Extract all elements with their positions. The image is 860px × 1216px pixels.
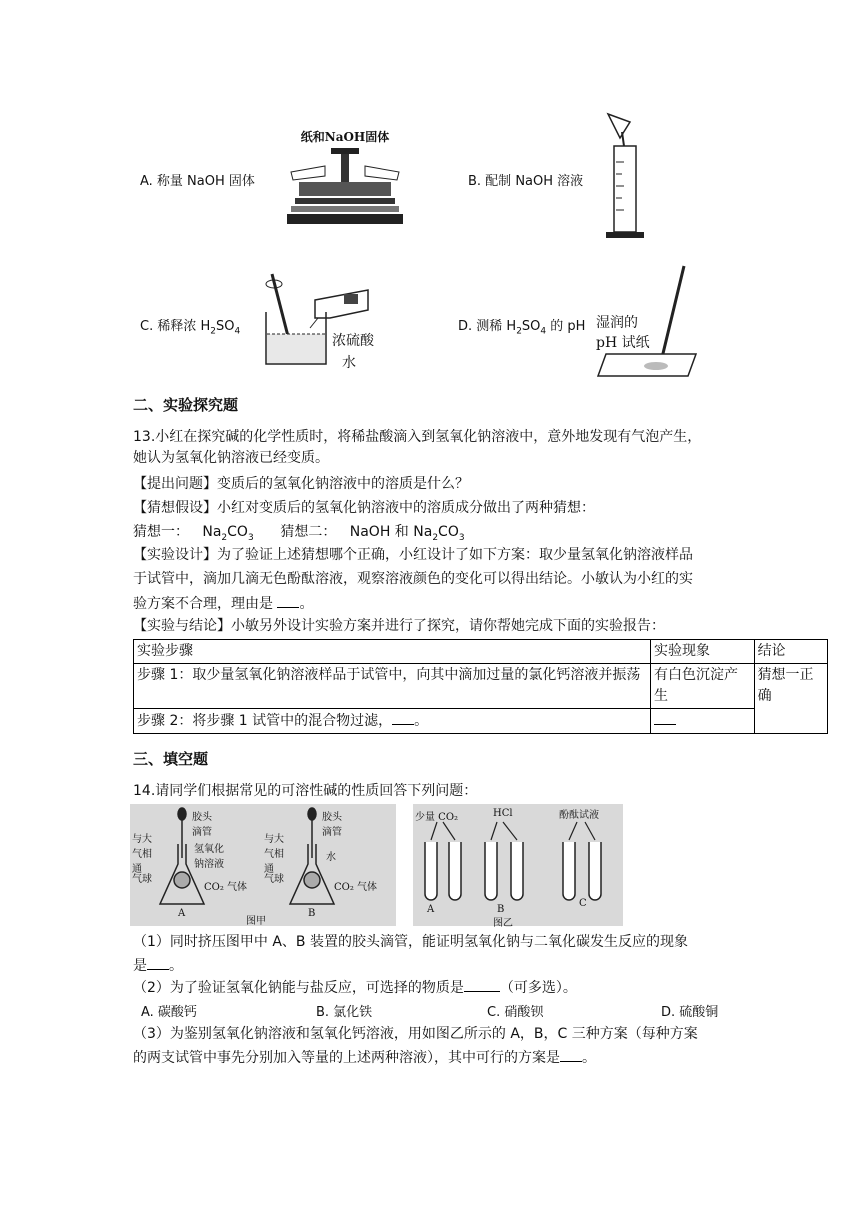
guess1-label: 猜想一： bbox=[133, 524, 189, 540]
q13-guesses: 猜想一： $Na_2CO_3$ 猜想二： NaOH 和 $Na_2CO_3$ bbox=[133, 524, 465, 543]
ph-test-figure bbox=[592, 262, 702, 380]
step1-cell: 步骤 1：取少量氢氧化钠溶液样品于试管中，向其中滴加过量的氯化钙溶液并振荡 bbox=[134, 664, 651, 709]
naoh-label: 氢氧化钠溶液 bbox=[194, 844, 224, 870]
guess2-label: 猜想二： bbox=[280, 524, 337, 540]
conclusion-cell: 猜想一正确 bbox=[754, 664, 827, 734]
tube-label-b: B bbox=[497, 904, 505, 915]
flask-apparatus-icon bbox=[130, 804, 396, 926]
figure-jia-caption: 图甲 bbox=[246, 916, 266, 927]
option-d-label: D. 测稀 $H_2SO_4$ 的 pH bbox=[458, 319, 586, 337]
option-a-label: A. 称量 NaOH 固体 bbox=[140, 174, 255, 189]
q13-question: 【提出问题】变质后的氢氧化钠溶液中的溶质是什么？ bbox=[133, 476, 469, 492]
step2-cell: 步骤 2：将步骤 1 试管中的混合物过滤， 。 bbox=[134, 709, 651, 734]
answer-blank-part2[interactable] bbox=[464, 977, 500, 992]
q14-part3-line1: （3）为鉴别氢氧化钠溶液和氢氧化钙溶液，用如图乙所示的 A，B，C 三种方案（每种方案 bbox=[133, 1026, 698, 1042]
air-label-a: 与大气相通 bbox=[132, 834, 152, 875]
choice-a: A. 碳酸钙 bbox=[141, 1005, 197, 1020]
answer-blank-phenomenon[interactable] bbox=[654, 710, 676, 725]
q14-part2: （2）为了验证氢氧化钠能与盐反应，可选择的物质是 （可多选）。 bbox=[133, 977, 577, 999]
phenolphthalein-label: 酚酞试液 bbox=[559, 810, 599, 821]
figure-yi bbox=[413, 804, 623, 929]
section-title-fill-blank: 三、填空题 bbox=[133, 750, 209, 768]
q13-intro-1: 13.小红在探究碱的化学性质时，将稀盐酸滴入到氢氧化钠溶液中，意外地发现有气泡产生， bbox=[133, 429, 702, 445]
co2-label-a: CO₂ 气体 bbox=[204, 882, 248, 893]
tube-label-c: C bbox=[579, 898, 587, 909]
header-conclusion: 结论 bbox=[754, 640, 827, 664]
graduated-cylinder-icon bbox=[600, 112, 650, 242]
ph-paper-caption-1: 湿润的 bbox=[596, 315, 638, 331]
figure-jia bbox=[130, 804, 396, 926]
header-phenomenon: 实验现象 bbox=[650, 640, 754, 664]
dropper-label-b: 胶头滴管 bbox=[322, 812, 342, 838]
dropper-label-a: 胶头滴管 bbox=[192, 812, 212, 838]
q13-design-2: 于试管中，滴加几滴无色酚酞溶液，观察溶液颜色的变化可以得出结论。小敏认为小红的实 bbox=[133, 571, 693, 587]
balance-icon bbox=[285, 142, 405, 228]
q14-part1-line1: （1）同时挤压图甲中 A、B 装置的胶头滴管，能证明氢氧化钠与二氧化碳发生反应的现象 bbox=[133, 934, 688, 950]
co2-small-label: 少量 CO₂ bbox=[415, 812, 459, 823]
balloon-label-b: 气球 bbox=[264, 874, 284, 885]
choice-b: B. 氯化铁 bbox=[316, 1005, 373, 1020]
q13-design-3: 验方案不合理，理由是 。 bbox=[133, 593, 313, 615]
water-caption: 水 bbox=[342, 355, 356, 371]
answer-blank-reason[interactable] bbox=[277, 593, 299, 608]
balance-caption: 纸和NaOH固体 bbox=[300, 130, 390, 144]
hcl-label: HCl bbox=[493, 808, 513, 819]
balloon-label-a: 气球 bbox=[132, 874, 152, 885]
q14-part3-line2: 的两支试管中事先分别加入等量的上述两种溶液），其中可行的方案是 。 bbox=[133, 1047, 596, 1069]
choice-c: C. 硝酸钡 bbox=[487, 1005, 544, 1020]
q13-design-1: 【实验设计】为了验证上述猜想哪个正确，小红设计了如下方案：取少量氢氧化钠溶液样品 bbox=[133, 547, 693, 563]
option-c-label: C. 稀释浓 $H_2SO_4$ bbox=[140, 319, 241, 337]
co2-label-b: CO₂ 气体 bbox=[334, 882, 378, 893]
air-label-b: 与大气相通 bbox=[264, 834, 284, 875]
step2-phenomenon-cell bbox=[650, 709, 754, 734]
answer-blank-step2[interactable] bbox=[392, 710, 414, 725]
balance-figure bbox=[285, 128, 405, 228]
section-title-experiment: 二、实验探究题 bbox=[133, 396, 239, 414]
answer-blank-part1[interactable] bbox=[147, 955, 169, 970]
dilution-figure bbox=[260, 272, 380, 372]
choice-d: D. 硫酸铜 bbox=[661, 1005, 719, 1020]
q14-part1-line2: 是 。 bbox=[133, 955, 183, 977]
experiment-report-table bbox=[133, 639, 828, 734]
q13-conclusion-intro: 【实验与结论】小敏另外设计实验方案并进行了探究，请你帮她完成下面的实验报告： bbox=[133, 618, 665, 634]
step1-phenomenon-cell: 有白色沉淀产生 bbox=[650, 664, 754, 709]
label-b: B bbox=[308, 908, 316, 919]
q14-intro: 14.请同学们根据常见的可溶性碱的性质回答下列问题： bbox=[133, 783, 478, 799]
ph-paper-caption-2: pH 试纸 bbox=[596, 335, 650, 351]
acid-caption: 浓硫酸 bbox=[332, 333, 374, 349]
water-label: 水 bbox=[326, 852, 336, 863]
option-b-label: B. 配制 NaOH 溶液 bbox=[468, 174, 584, 189]
header-step: 实验步骤 bbox=[134, 640, 651, 664]
label-a: A bbox=[178, 908, 186, 919]
beaker-icon bbox=[260, 272, 380, 372]
tube-label-a: A bbox=[427, 904, 435, 915]
q13-intro-2: 她认为氢氧化钠溶液已经变质。 bbox=[133, 450, 329, 466]
q13-hypothesis: 【猜想假设】小红对变质后的氢氧化钠溶液中的溶质成分做出了两种猜想： bbox=[133, 500, 595, 516]
answer-blank-part3[interactable] bbox=[560, 1047, 582, 1062]
figure-yi-caption: 图乙 bbox=[493, 918, 513, 929]
